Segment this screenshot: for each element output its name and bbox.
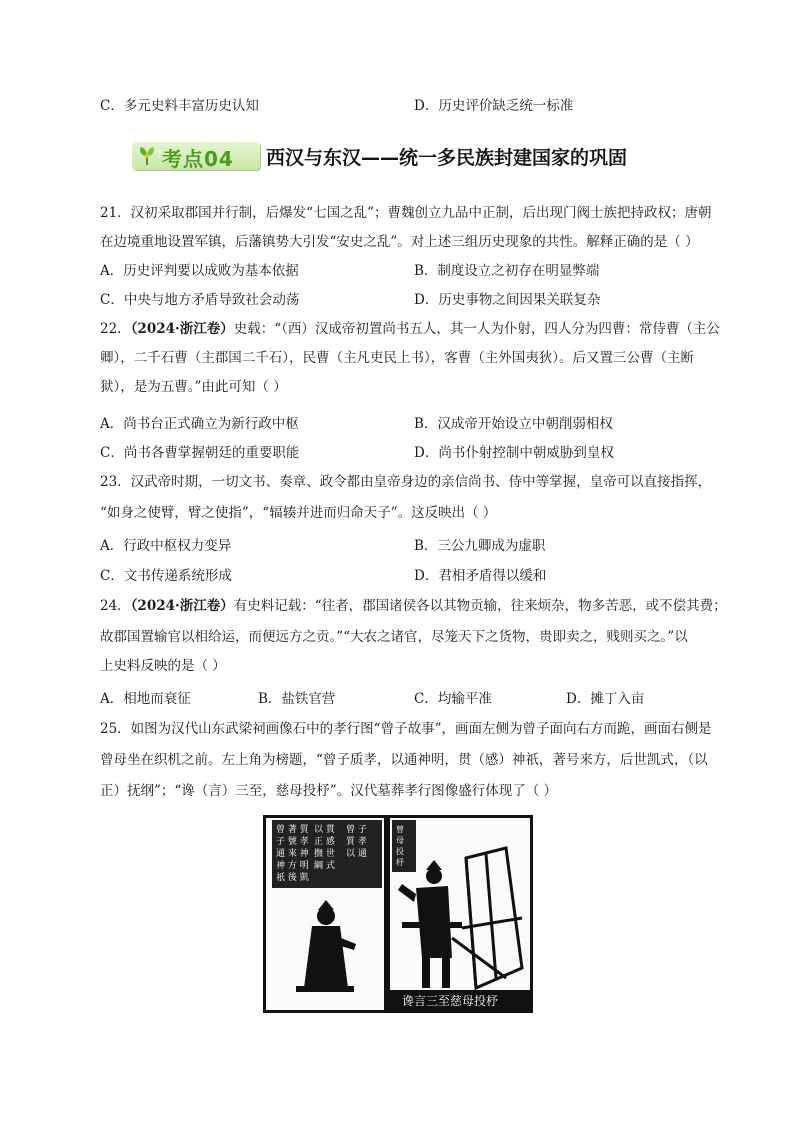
q22-option-c: C．尚书各曹掌握朝廷的重要职能 xyxy=(100,445,300,461)
svg-text:質 孝: 質 孝 xyxy=(346,837,367,847)
svg-text:祇 後 凱: 祇 後 凱 xyxy=(276,873,309,883)
q21-option-a: A．历史评判要以成败为基本依据 xyxy=(100,263,299,279)
q22-stem-line2: 卿），二千石曹（主郡国二千石），民曹（主凡吏民上书），客曹（主外国夷狄）。后又置三公曹（主断 xyxy=(100,350,694,366)
q23-option-a: A．行政中枢权力变异 xyxy=(100,538,232,554)
q25-stem-line3: 正）抚纲”；“谗（言）三至，慈母投杼”。汉代墓葬孝行图像盛行体现了（ ） xyxy=(100,783,557,799)
q24-option-d: D．摊丁入亩 xyxy=(566,691,645,707)
relief-caption: 谗言三至慈母投杼 xyxy=(402,994,499,1008)
q23-stem-line2: “如身之使臂，臂之使指”，“辐辏并进而归命天子”。这反映出（ ） xyxy=(100,505,497,521)
prev-question-options xyxy=(0,96,800,116)
q23-options-row2 xyxy=(0,566,800,586)
q22-stem-line3: 狱），是为五曹。”由此可知（ ） xyxy=(100,379,287,395)
q24-stem-line2: 故郡国置输官以相给运，而便远方之贡。”“大农之诸官，尽笼天下之货物，贵即卖之，贱则买之。”以 xyxy=(100,629,688,645)
svg-text:投: 投 xyxy=(396,847,404,856)
q24-options-row xyxy=(0,689,800,709)
q22-stem-text: 史载：“（西）汉成帝初置尚书五人，其一人为仆射，四人分为四曹：常侍曹（主公 xyxy=(233,321,720,337)
svg-text:曾 子: 曾 子 xyxy=(346,825,367,835)
section-banner xyxy=(132,139,692,175)
section-badge-label: 考点04 xyxy=(162,147,234,171)
q22-option-a: A．尚书台正式确立为新行政中枢 xyxy=(100,416,299,432)
svg-text:曾 著 質: 曾 著 質 xyxy=(276,825,309,835)
section-badge xyxy=(132,142,260,170)
q25-stem-line1: 25．如图为汉代山东武梁祠画像石中的孝行图“曾子故事”，画面左侧为曾子面向右方而跪，画面右侧是 xyxy=(100,721,712,737)
q24-option-a: A．相地而衰征 xyxy=(100,691,191,707)
svg-text:杼: 杼 xyxy=(396,858,404,867)
q21-option-b: B．制度设立之初存在明显弊端 xyxy=(414,263,600,279)
q25-stem-line2: 曾母坐在织机之前。左上角为榜题，“曾子质孝，以通神明，贯（感）神祇，著号来方，后世凯式，（以 xyxy=(100,752,708,768)
q22-option-b: B．汉成帝开始设立中朝削弱相权 xyxy=(414,416,613,432)
q22-options-row2 xyxy=(0,443,800,463)
svg-text:曾: 曾 xyxy=(396,825,404,834)
q24-source: （2024·浙江卷） xyxy=(130,598,234,614)
q23-option-d: D．君相矛盾得以缓和 xyxy=(414,568,547,584)
svg-text:神 方 明: 神 方 明 xyxy=(276,861,309,871)
q22-number: 22． xyxy=(100,321,131,337)
q24-stem-line1 xyxy=(100,596,727,616)
q22-source: （2024·浙江卷） xyxy=(130,321,234,337)
q23-option-b: B．三公九卿成为虚职 xyxy=(414,538,546,554)
q24-option-c: C．均输平准 xyxy=(414,691,492,707)
option-c: C．多元史料丰富历史认知 xyxy=(100,98,259,114)
q24-stem-text: 有史料记载：“往者，郡国诸侯各以其物贡输，往来烦杂，物多苦恶，或不偿其费； xyxy=(233,598,727,614)
svg-text:以 通: 以 通 xyxy=(346,849,367,859)
q22-options-row1 xyxy=(0,414,800,434)
leaf-icon xyxy=(138,146,156,166)
q23-stem-line1: 23．汉武帝时期，一切文书、奏章、政令都由皇帝身边的亲信尚书、侍中等掌握，皇帝可以直接指挥， xyxy=(100,474,712,490)
q21-stem-line1: 21．汉初采取郡国并行制，后爆发“七国之乱”；曹魏创立九品中正制，后出现门阀士族把持政权；唐朝 xyxy=(100,205,712,221)
svg-text:正 感: 正 感 xyxy=(314,837,335,847)
q22-option-d: D．尚书仆射控制中朝威胁到皇权 xyxy=(414,445,614,461)
zengzi-relief-figure xyxy=(263,815,533,1013)
q21-stem-line2: 在边境重地设置军镇，后藩镇势大引发“安史之乱”。对上述三组历史现象的共性。解释正确的是（ ） xyxy=(100,234,699,250)
option-d: D．历史评价缺乏统一标准 xyxy=(414,98,574,114)
q21-options-row1 xyxy=(0,261,800,281)
q21-options-row2 xyxy=(0,290,800,310)
svg-text:母: 母 xyxy=(396,836,404,845)
q22-stem-line1 xyxy=(100,319,720,339)
q23-options-row1 xyxy=(0,536,800,556)
q24-number: 24． xyxy=(100,598,131,614)
q21-option-c: C．中央与地方矛盾导致社会动荡 xyxy=(100,292,300,308)
svg-text:撫 世: 撫 世 xyxy=(314,849,335,859)
q21-option-d: D．历史事物之间因果关联复杂 xyxy=(414,292,601,308)
svg-text:以 貫: 以 貫 xyxy=(314,825,335,835)
svg-text:子 號 孝: 子 號 孝 xyxy=(276,837,309,847)
q24-stem-line3: 上史料反映的是（ ） xyxy=(100,658,226,674)
q24-option-b: B．盐铁官营 xyxy=(258,691,336,707)
relief-rubbing-illustration xyxy=(266,818,530,1010)
q23-option-c: C．文书传递系统形成 xyxy=(100,568,232,584)
svg-text:通 來 神: 通 來 神 xyxy=(276,849,309,859)
svg-text:綱 式: 綱 式 xyxy=(314,861,335,871)
section-title: 西汉与东汉——统一多民族封建国家的巩固 xyxy=(266,147,628,169)
